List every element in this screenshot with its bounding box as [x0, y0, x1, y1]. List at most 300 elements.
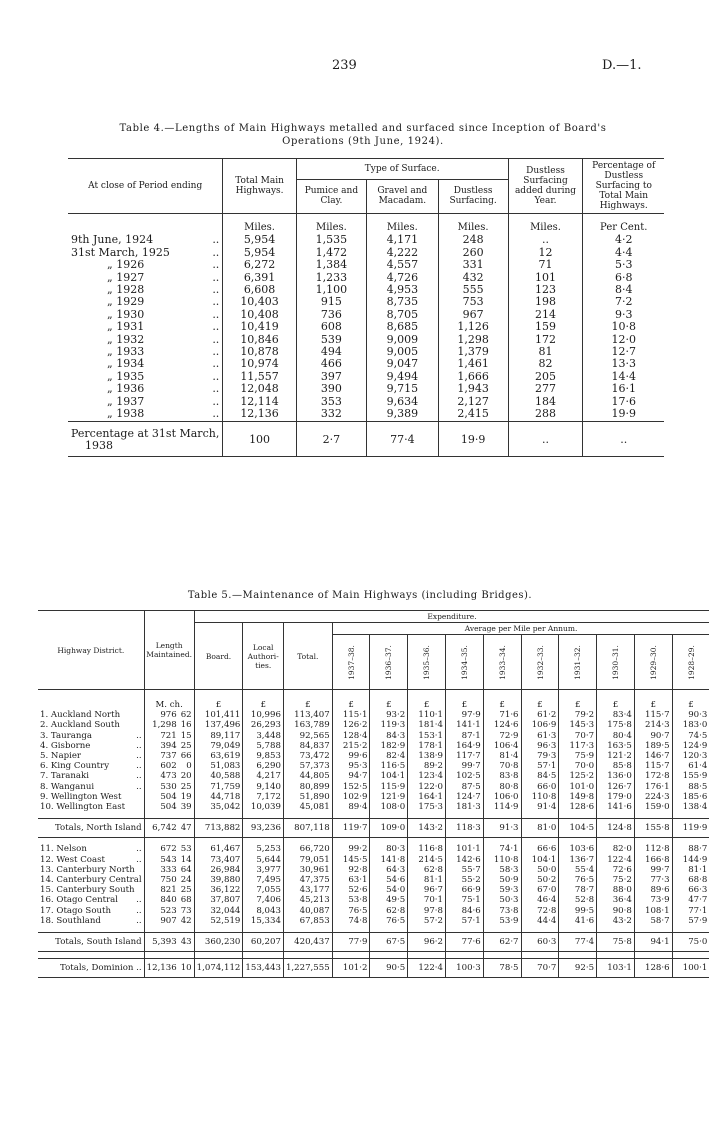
t5-gap-cell	[672, 952, 709, 959]
t5-cell-ch: 25	[180, 781, 192, 792]
t5-cell-average: 121·9	[370, 792, 408, 802]
t5-district	[38, 885, 144, 895]
t5-cell-average: 101·1	[446, 844, 484, 854]
t4-cell-dustless: 1,461	[438, 358, 508, 370]
t5-header-expenditure: Expenditure.	[194, 611, 709, 623]
t5-cell-average: 61·2	[521, 710, 559, 720]
t5-header-year	[597, 635, 635, 690]
t5-cell-average: 58·3	[483, 865, 521, 875]
t4-leader-dots: ..	[212, 345, 220, 359]
t5-cell-average: 164·1	[408, 792, 446, 802]
t5-cell-total: 420,437	[283, 933, 332, 952]
t5-cell-ch: 14	[180, 854, 192, 865]
t4-cell-dustless: 2,127	[438, 396, 508, 408]
table5	[38, 610, 708, 978]
t5-cell-total: 113,407	[283, 710, 332, 720]
t5-cell-average: 100·1	[672, 959, 709, 978]
t5-cell-average: 47·7	[672, 895, 709, 905]
t5-cell-average: 149·8	[559, 792, 597, 802]
t5-district	[38, 720, 144, 730]
t4-row	[68, 247, 664, 259]
t5-cell-average: 79·3	[521, 751, 559, 761]
t5-row	[38, 782, 709, 792]
t5-unit-currency: £	[672, 690, 709, 711]
t4-cell-pumice: 736	[296, 309, 366, 321]
t5-row	[38, 802, 709, 812]
t5-cell-average: 104·5	[559, 819, 597, 838]
t5-cell-average: 76·5	[332, 906, 370, 916]
t5-unit-currency: £	[370, 690, 408, 711]
t5-cell-average: 62·8	[370, 906, 408, 916]
t5-cell-average: 106·9	[521, 720, 559, 730]
t5-district	[38, 906, 144, 916]
t5-gap-cell	[194, 952, 243, 959]
t5-cell-average: 96·2	[408, 933, 446, 952]
t5-cell-m: 504	[144, 792, 179, 802]
t5-row	[38, 741, 709, 751]
t5-cell-average: 94·1	[634, 933, 672, 952]
t4-cell-total: 10,846	[223, 334, 297, 346]
t5-district-label: 5. Napier	[40, 751, 82, 762]
t4-percentage-added: ..	[508, 421, 583, 457]
t4-period-label: „ 1934	[107, 357, 145, 371]
t5-cell-board: 32,044	[194, 906, 243, 916]
t5-row	[38, 771, 709, 781]
t5-cell-average: 103·6	[559, 844, 597, 854]
t5-cell-average: 99·6	[332, 751, 370, 761]
t4-cell-added: 101	[508, 272, 583, 284]
t5-cell-average: 88·0	[597, 885, 635, 895]
t5-cell-local: 7,172	[243, 792, 284, 802]
t5-cell-average: 72·6	[597, 865, 635, 875]
t5-cell-average: 77·1	[672, 906, 709, 916]
t4-row	[68, 408, 664, 421]
t5-cell-board: 39,880	[194, 875, 243, 885]
t4-period	[68, 383, 223, 395]
t4-row	[68, 259, 664, 271]
t4-row	[68, 309, 664, 321]
t5-cell-average: 118·3	[446, 819, 484, 838]
t5-cell-total: 57,373	[283, 761, 332, 771]
t5-cell-average: 183·0	[672, 720, 709, 730]
t5-district	[38, 855, 144, 865]
t5-cell-average: 70·1	[408, 895, 446, 905]
t4-cell-total: 10,408	[223, 309, 297, 321]
t5-cell-average: 52·8	[559, 895, 597, 905]
t5-gap-cell	[243, 952, 284, 959]
t5-leader-dots: ..	[136, 761, 142, 772]
t5-cell-total: 73,472	[283, 751, 332, 761]
t4-cell-pct: 5·3	[583, 259, 664, 271]
t5-cell-total: 84,837	[283, 741, 332, 751]
t5-cell-average: 89·2	[408, 761, 446, 771]
t4-cell-dustless: 260	[438, 247, 508, 259]
t5-cell-m: 840	[144, 895, 179, 905]
t5-cell-board: 35,042	[194, 802, 243, 812]
t5-cell-average: 103·1	[597, 959, 635, 978]
t5-district	[38, 751, 144, 761]
t5-total-row	[38, 933, 709, 952]
t5-cell-average: 95·3	[332, 761, 370, 771]
t4-cell-pct: 19·9	[583, 408, 664, 421]
t5-cell-average: 76·5	[559, 875, 597, 885]
t5-cell-ch: 25	[180, 885, 192, 896]
t5-cell-average: 72·9	[483, 731, 521, 741]
t4-cell-total: 12,114	[223, 396, 297, 408]
t4-period-label: „ 1929	[107, 295, 145, 309]
t4-cell-dustless: 753	[438, 296, 508, 308]
t4-percentage-pct: ..	[583, 421, 664, 457]
t4-cell-gravel: 8,735	[367, 296, 439, 308]
t5-cell-board: 71,759	[194, 782, 243, 792]
t5-district-label: Totals, North Island	[54, 823, 142, 834]
t5-cell-average: 128·4	[332, 731, 370, 741]
t4-cell-dustless: 1,379	[438, 346, 508, 358]
t4-period-label: „ 1927	[107, 270, 145, 284]
t5-cell-average: 175·8	[597, 720, 635, 730]
t5-header-length: Length Maintained.	[144, 611, 194, 690]
t5-cell-average: 41·6	[559, 916, 597, 926]
t5-header-year	[446, 635, 484, 690]
t5-cell-board: 89,117	[194, 731, 243, 741]
t5-district-label: 1. Auckland North	[40, 710, 121, 721]
t5-cell-board: 61,467	[194, 844, 243, 854]
t4-period-label: „ 1930	[107, 307, 145, 321]
t5-cell-average: 80·3	[370, 844, 408, 854]
t4-leader-dots: ..	[212, 394, 220, 408]
t5-cell-ch: 66	[180, 751, 192, 762]
t5-cell-total: 807,118	[283, 819, 332, 838]
t4-cell-pumice: 332	[296, 408, 366, 421]
t5-cell-average: 75·1	[446, 895, 484, 905]
t5-header-year-label: 1930–31.	[610, 644, 620, 680]
t5-cell-average: 108·1	[634, 906, 672, 916]
t4-cell-pumice: 353	[296, 396, 366, 408]
t5-district-label: 17. Otago South	[40, 905, 112, 916]
t5-cell-average: 80·8	[483, 782, 521, 792]
t4-percentage-label	[68, 421, 223, 457]
t5-cell-average: 214·3	[634, 720, 672, 730]
t5-header-total: Total.	[283, 623, 332, 690]
t5-cell-ch: 10	[179, 959, 194, 978]
t4-leader-dots: ..	[212, 258, 220, 272]
t4-leader-dots: ..	[212, 382, 220, 396]
t4-cell-pumice: 1,100	[296, 284, 366, 296]
t5-cell-average: 224·3	[634, 792, 672, 802]
t4-cell-dustless: 1,943	[438, 383, 508, 395]
t4-period-label: „ 1932	[107, 332, 145, 346]
t4-cell-dustless: 331	[438, 259, 508, 271]
t5-district	[38, 792, 144, 802]
t5-cell-average: 54·6	[370, 875, 408, 885]
t5-cell-ch: 24	[180, 875, 192, 886]
t5-unit-currency: £	[408, 690, 446, 711]
t5-cell-average: 145·3	[559, 720, 597, 730]
t5-cell-average: 74·1	[483, 844, 521, 854]
t5-cell-average: 110·8	[483, 855, 521, 865]
t5-cell-m: 1,298	[144, 720, 179, 730]
t4-unit: Miles.	[438, 214, 508, 235]
t4-leader-dots: ..	[212, 332, 220, 346]
t4-cell-total: 12,048	[223, 383, 297, 395]
t5-cell-average: 78·5	[483, 959, 521, 978]
t4-cell-added: ..	[508, 234, 583, 246]
t4-cell-gravel: 9,047	[367, 358, 439, 370]
t5-header-year-label: 1929–30.	[648, 644, 658, 680]
t5-cell-average: 122·0	[408, 782, 446, 792]
t5-header-year-label: 1932–33.	[535, 644, 545, 680]
t5-cell-local: 10,996	[243, 710, 284, 720]
t5-gap-cell	[408, 952, 446, 959]
t4-row	[68, 346, 664, 358]
t5-cell-average: 71·6	[483, 710, 521, 720]
t5-cell-average: 61·4	[672, 761, 709, 771]
t5-header-year-label: 1931–32.	[573, 644, 583, 680]
t4-unit: Miles.	[296, 214, 366, 235]
t5-cell-average: 74·8	[332, 916, 370, 926]
t5-cell-local: 9,140	[243, 782, 284, 792]
t4-period-label: „ 1938	[107, 407, 145, 421]
t5-cell-local: 15,334	[243, 916, 284, 926]
t5-cell-local: 7,055	[243, 885, 284, 895]
t4-leader-dots: ..	[212, 307, 220, 321]
t5-leader-dots: ..	[136, 854, 142, 865]
t5-cell-board: 101,411	[194, 710, 243, 720]
t4-percentage-pumice: 2·7	[296, 421, 366, 457]
t4-leader-dots: ..	[212, 245, 220, 259]
t5-cell-average: 81·1	[408, 875, 446, 885]
t4-cell-added: 172	[508, 334, 583, 346]
t5-cell-average: 106·0	[483, 792, 521, 802]
t5-cell-local: 5,644	[243, 855, 284, 865]
t4-cell-gravel: 4,726	[367, 272, 439, 284]
table4-title-line1: Table 4.—Lengths of Main Highways metalled and surfaced since Inception of Board's	[119, 123, 607, 134]
t4-unit: Miles.	[367, 214, 439, 235]
t5-district-label: 13. Canterbury North	[40, 864, 135, 875]
t5-cell-ch: 47	[179, 819, 194, 838]
t5-district-label: Totals, South Island	[55, 937, 142, 948]
t5-cell-average: 109·0	[370, 819, 408, 838]
t5-cell-average: 159·0	[634, 802, 672, 812]
t5-unit-currency: £	[332, 690, 370, 711]
t5-cell-average: 55·2	[446, 875, 484, 885]
t5-cell-average: 124·7	[446, 792, 484, 802]
t5-cell-average: 67·0	[521, 885, 559, 895]
t5-cell-average: 68·8	[672, 875, 709, 885]
t5-gap-cell	[559, 952, 597, 959]
t4-period	[68, 321, 223, 333]
t5-gap-cell	[38, 952, 144, 959]
t4-cell-gravel: 9,494	[367, 371, 439, 383]
t4-cell-gravel: 9,009	[367, 334, 439, 346]
t5-cell-average: 50·9	[483, 875, 521, 885]
t5-cell-average: 106·4	[483, 741, 521, 751]
t5-cell-average: 178·1	[408, 741, 446, 751]
table5-title: Table 5.—Maintenance of Main Highways (including Bridges).	[187, 590, 533, 601]
t4-period-label: „ 1926	[107, 258, 145, 272]
t4-percentage-label-line2: 1938	[85, 438, 113, 452]
t5-cell-average: 57·1	[446, 916, 484, 926]
t5-cell-average: 163·5	[597, 741, 635, 751]
t4-leader-dots: ..	[212, 270, 220, 284]
t4-percentage-gravel: 77·4	[367, 421, 439, 457]
t4-header-dustless: Dustless Surfacing.	[438, 179, 508, 213]
t5-cell-average: 84·6	[446, 906, 484, 916]
t5-cell-average: 84·3	[370, 731, 408, 741]
t5-cell-ch: 62	[180, 710, 192, 721]
t5-cell-average: 66·6	[521, 844, 559, 854]
t5-cell-local: 10,039	[243, 802, 284, 812]
t5-cell-average: 88·5	[672, 782, 709, 792]
t5-cell-board: 51,083	[194, 761, 243, 771]
t5-cell-total: 163,789	[283, 720, 332, 730]
t5-cell-average: 83·8	[483, 771, 521, 781]
t5-header-year	[559, 635, 597, 690]
t4-cell-total: 6,272	[223, 259, 297, 271]
t5-cell-average: 155·9	[672, 771, 709, 781]
t4-header-total: Total Main Highways.	[223, 159, 297, 214]
t4-cell-pct: 9·3	[583, 309, 664, 321]
t4-cell-added: 277	[508, 383, 583, 395]
t4-cell-gravel: 9,715	[367, 383, 439, 395]
t5-gap-cell	[521, 952, 559, 959]
t5-district	[38, 771, 144, 781]
t5-district-label: 12. West Coast	[40, 854, 105, 865]
t5-cell-average: 115·9	[370, 782, 408, 792]
t5-cell-average: 66·9	[446, 885, 484, 895]
t5-cell-average: 50·2	[521, 875, 559, 885]
t5-cell-average: 128·6	[559, 802, 597, 812]
t5-cell-m: 543	[144, 855, 179, 865]
t5-cell-total: 66,720	[283, 844, 332, 854]
t4-period-label: „ 1928	[107, 283, 145, 297]
t5-cell-average: 124·8	[597, 819, 635, 838]
t5-cell-average: 166·8	[634, 855, 672, 865]
t5-cell-total: 80,899	[283, 782, 332, 792]
t5-row	[38, 875, 709, 885]
t5-district	[38, 710, 144, 720]
t5-cell-average: 80·4	[597, 731, 635, 741]
t5-cell-average: 78·7	[559, 885, 597, 895]
t4-cell-pct: 17·6	[583, 396, 664, 408]
document-code: D.—1.	[602, 58, 642, 73]
t5-cell-average: 77·4	[559, 933, 597, 952]
t4-cell-total: 10,419	[223, 321, 297, 333]
t5-district-label: 9. Wellington West	[40, 791, 122, 802]
t5-cell-average: 50·0	[521, 865, 559, 875]
t5-cell-average: 143·2	[408, 819, 446, 838]
t4-header-period: At close of Period ending	[68, 159, 223, 214]
t5-cell-average: 175·3	[408, 802, 446, 812]
t5-district	[38, 959, 144, 978]
t5-cell-average: 83·4	[597, 710, 635, 720]
t5-gap-row	[38, 952, 709, 959]
t5-row	[38, 751, 709, 761]
t5-cell-average: 101·0	[559, 782, 597, 792]
t5-cell-m: 12,136	[144, 959, 179, 978]
t5-district-label: 11. Nelson	[40, 844, 87, 855]
t4-row	[68, 272, 664, 284]
t5-cell-average: 90·7	[634, 731, 672, 741]
t5-cell-average: 57·9	[672, 916, 709, 926]
t5-cell-average: 99·7	[634, 865, 672, 875]
t4-leader-dots: ..	[212, 320, 220, 334]
t5-leader-dots: ..	[136, 915, 142, 926]
t5-cell-average: 77·3	[634, 875, 672, 885]
t5-district-label: 16. Otago Central	[40, 895, 119, 906]
t5-leader-dots: ..	[136, 905, 142, 916]
t4-cell-pumice: 1,535	[296, 234, 366, 246]
t5-cell-average: 144·9	[672, 855, 709, 865]
t5-cell-average: 75·0	[672, 933, 709, 952]
t5-cell-average: 75·2	[597, 875, 635, 885]
t5-leader-dots: ..	[136, 844, 142, 855]
t5-district-label: 6. King Country	[40, 761, 110, 772]
t5-cell-m: 821	[144, 885, 179, 895]
t5-cell-average: 155·8	[634, 819, 672, 838]
t5-cell-average: 62·7	[483, 933, 521, 952]
t5-district-label: 10. Wellington East	[40, 802, 126, 813]
t5-cell-board: 36,122	[194, 885, 243, 895]
t5-cell-average: 97·8	[408, 906, 446, 916]
t4-cell-pct: 10·8	[583, 321, 664, 333]
t5-cell-average: 90·5	[370, 959, 408, 978]
t4-period-label: „ 1933	[107, 345, 145, 359]
t5-cell-average: 73·8	[483, 906, 521, 916]
t5-cell-board: 360,230	[194, 933, 243, 952]
t5-unit-currency: £	[483, 690, 521, 711]
t5-cell-local: 26,293	[243, 720, 284, 730]
t5-district-label: 7. Taranaki	[40, 771, 89, 782]
t4-cell-pumice: 466	[296, 358, 366, 370]
t4-cell-pumice: 1,384	[296, 259, 366, 271]
t4-cell-gravel: 4,953	[367, 284, 439, 296]
t4-cell-gravel: 4,222	[367, 247, 439, 259]
t5-cell-average: 49·5	[370, 895, 408, 905]
t5-cell-average: 120·3	[672, 751, 709, 761]
t5-gap-cell	[446, 952, 484, 959]
t5-unit-currency: £	[243, 690, 284, 711]
t5-cell-m: 530	[144, 782, 179, 792]
t5-cell-local: 3,448	[243, 731, 284, 741]
t5-cell-ch: 53	[180, 844, 192, 855]
t4-cell-total: 11,557	[223, 371, 297, 383]
t5-cell-board: 713,882	[194, 819, 243, 838]
t5-units-blank	[38, 690, 144, 711]
t5-district	[38, 895, 144, 905]
t5-cell-average: 126·2	[332, 720, 370, 730]
t5-cell-average: 141·1	[446, 720, 484, 730]
t5-cell-average: 82·4	[370, 751, 408, 761]
t5-header-year-label: 1937–38.	[346, 644, 356, 680]
t5-cell-average: 136·7	[559, 855, 597, 865]
t5-cell-average: 70·0	[559, 761, 597, 771]
t5-cell-average: 115·7	[634, 761, 672, 771]
t4-cell-added: 71	[508, 259, 583, 271]
t4-cell-total: 6,391	[223, 272, 297, 284]
t5-cell-average: 92·5	[559, 959, 597, 978]
t5-header-year	[672, 635, 709, 690]
t4-cell-gravel: 4,171	[367, 234, 439, 246]
t4-leader-dots: ..	[212, 233, 220, 247]
t5-cell-local: 6,290	[243, 761, 284, 771]
t5-cell-average: 99·7	[446, 761, 484, 771]
t5-cell-total: 51,890	[283, 792, 332, 802]
t4-cell-added: 123	[508, 284, 583, 296]
t5-unit-currency: £	[521, 690, 559, 711]
t5-cell-average: 100·3	[446, 959, 484, 978]
t5-cell-m: 976	[144, 710, 179, 720]
